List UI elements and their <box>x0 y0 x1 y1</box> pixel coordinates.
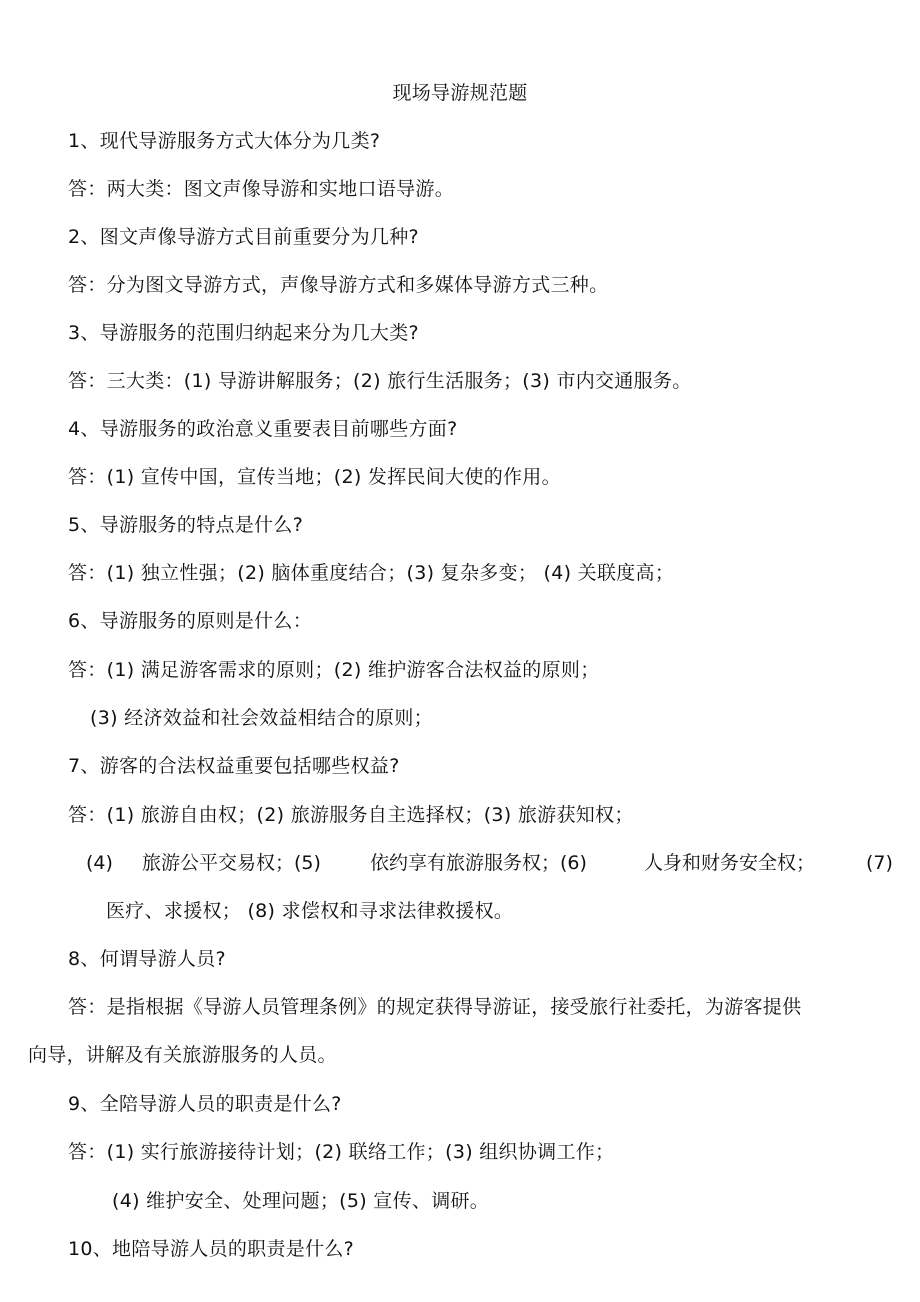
answer-9-line-1: 答：(1) 实行旅游接待计划；(2) 联络工作；(3) 组织协调工作； <box>68 1141 615 1163</box>
answer-7-line-2-part-3: 依约享有旅游服务权；(6) <box>370 852 587 874</box>
answer-7-line-2 <box>86 850 892 876</box>
answer-7-line-1: 答：(1) 旅游自由权；(2) 旅游服务自主选择权；(3) 旅游获知权； <box>68 804 634 826</box>
question-5: 5、导游服务的特点是什么? <box>68 514 304 536</box>
question-10: 10、地陪导游人员的职责是什么? <box>68 1238 355 1260</box>
answer-3: 答：三大类：(1) 导游讲解服务；(2) 旅行生活服务；(3) 市内交通服务。 <box>68 370 692 392</box>
question-7: 7、游客的合法权益重要包括哪些权益? <box>68 755 400 777</box>
answer-7-line-2-part-5: (7) <box>866 852 893 874</box>
question-1: 1、现代导游服务方式大体分为几类? <box>68 130 381 152</box>
document-title: 现场导游规范题 <box>392 82 528 104</box>
answer-6-line-1: 答：(1) 满足游客需求的原则；(2) 维护游客合法权益的原则； <box>68 659 600 681</box>
question-2: 2、图文声像导游方式目前重要分为几种? <box>68 226 419 248</box>
answer-7-line-2-part-2: 旅游公平交易权；(5) <box>142 852 321 874</box>
answer-7-line-3: 医疗、求援权； (8) 求偿权和寻求法律救援权。 <box>106 900 514 922</box>
question-6: 6、导游服务的原则是什么： <box>68 610 312 632</box>
answer-2: 答：分为图文导游方式，声像导游方式和多媒体导游方式三种。 <box>68 274 609 296</box>
answer-4: 答：(1) 宣传中国，宣传当地；(2) 发挥民间大使的作用。 <box>68 466 561 488</box>
answer-7-line-2-part-1: (4) <box>86 852 113 874</box>
question-4: 4、导游服务的政治意义重要表目前哪些方面? <box>68 418 458 440</box>
answer-7-line-2-part-4: 人身和财务安全权； <box>644 852 816 874</box>
answer-8-line-2: 向导，讲解及有关旅游服务的人员。 <box>28 1044 337 1066</box>
answer-5: 答：(1) 独立性强；(2) 脑体重度结合；(3) 复杂多变； (4) 关联度高； <box>68 562 675 584</box>
answer-1: 答：两大类：图文声像导游和实地口语导游。 <box>68 178 455 200</box>
question-9: 9、全陪导游人员的职责是什么? <box>68 1093 342 1115</box>
question-3: 3、导游服务的范围归纳起来分为几大类? <box>68 322 419 344</box>
question-8: 8、何谓导游人员? <box>68 948 226 970</box>
answer-8-line-1: 答：是指根据《导游人员管理条例》的规定获得导游证，接受旅行社委托，为游客提供 <box>68 996 802 1018</box>
answer-9-line-2: (4) 维护安全、处理问题；(5) 宣传、调研。 <box>112 1190 490 1212</box>
answer-6-line-2: (3) 经济效益和社会效益相结合的原则； <box>90 707 433 729</box>
